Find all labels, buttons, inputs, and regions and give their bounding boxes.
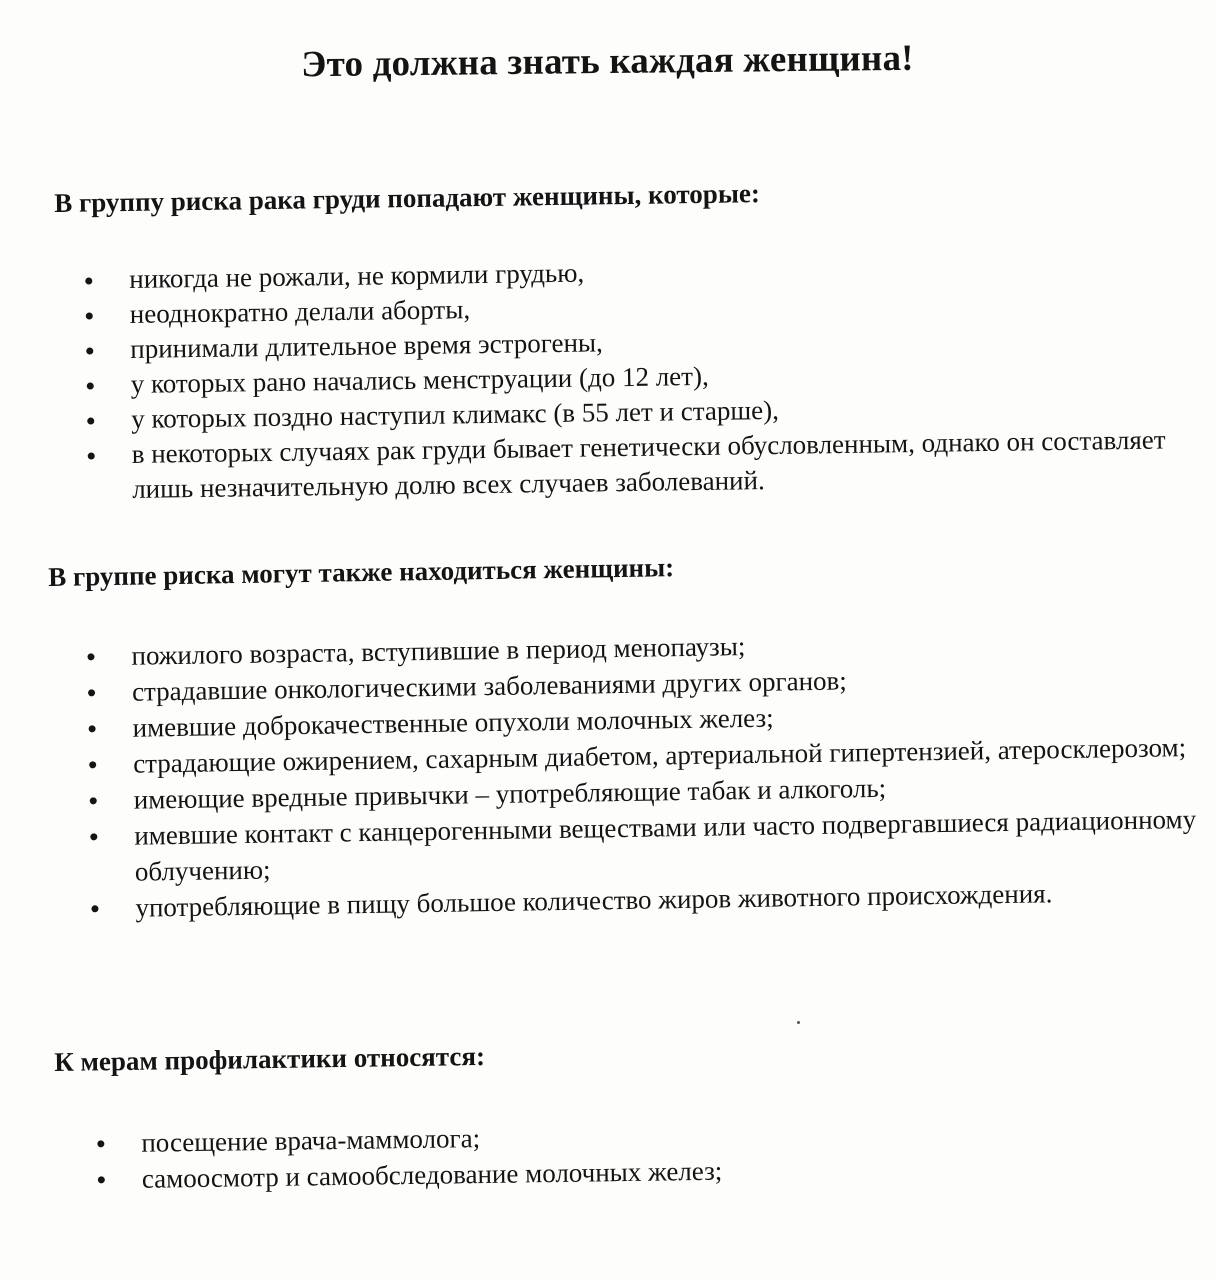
- list-item-text: употребляющие в пищу большое количество жиров животного происхождения.: [135, 878, 1053, 923]
- list-item-text: в некоторых случаях рак груди бывает генетически обусловленным, однако он составляет лишь незначительную долю всех случаев заболеваний.: [131, 424, 1166, 504]
- bullet-icon: [87, 382, 94, 389]
- bullet-icon: [87, 653, 94, 660]
- bullet-icon: [89, 761, 96, 768]
- bullet-icon: [87, 417, 94, 424]
- bullet-icon: [86, 347, 93, 354]
- bullet-icon: [90, 797, 97, 804]
- bullet-icon: [97, 1140, 104, 1147]
- list-item-text: неоднократно делали аборты,: [129, 294, 471, 329]
- list-item-text: принимали длительное время эстрогены,: [130, 327, 603, 364]
- list-item-text: страдавшие онкологическими заболеваниями других органов;: [131, 665, 848, 707]
- section-heading: В группу риска рака груди попадают женщины, которые:: [54, 178, 761, 218]
- list-item-text: пожилого возраста, вступившие в период менопаузы;: [131, 631, 746, 671]
- risk-group-section: [54, 172, 1208, 508]
- list-item-text: никогда не рожали, не кормили грудью,: [129, 257, 585, 294]
- list-item-text: имевшие контакт с канцерогенными веществами или часто подвергавшиеся радиационному облучению;: [134, 804, 1197, 887]
- list-item: [87, 422, 1208, 508]
- list-item-text: имеющие вредные привычки – употребляющие табак и алкоголь;: [133, 772, 887, 815]
- scan-speck: [797, 1021, 800, 1024]
- bullet-list: [87, 621, 1208, 927]
- bullet-icon: [88, 689, 95, 696]
- bullet-icon: [85, 277, 92, 284]
- document-title: Это должна знать каждая женщина!: [301, 37, 914, 86]
- bullet-icon: [91, 905, 98, 912]
- prevention-section: [54, 1032, 1156, 1198]
- list-item-text: самоосмотр и самообследование молочных желез;: [141, 1155, 723, 1194]
- bullet-icon: [89, 725, 96, 732]
- list-item-text: имевшие доброкачественные опухоли молочных желез;: [132, 702, 774, 743]
- bullet-icon: [90, 833, 97, 840]
- list-item-text: посещение врача-маммолога;: [141, 1123, 481, 1158]
- section-heading: В группе риска могут также находиться женщины:: [48, 552, 675, 592]
- bullet-icon: [86, 312, 93, 319]
- list-item-text: страдающие ожирением, сахарным диабетом, артериальной гипертензией, атеросклерозом;: [132, 732, 1187, 779]
- list-item-text: у которых поздно наступил климакс (в 55 лет и старше),: [131, 394, 780, 434]
- section-heading: К мерам профилактики относятся:: [54, 1040, 486, 1077]
- additional-risk-section: [48, 544, 1209, 927]
- bullet-icon: [98, 1176, 105, 1183]
- bullet-icon: [88, 452, 95, 459]
- bullet-list: [97, 1111, 1156, 1198]
- bullet-list: [85, 247, 1208, 508]
- list-item-text: у которых рано начались менструации (до 12 лет),: [130, 360, 709, 399]
